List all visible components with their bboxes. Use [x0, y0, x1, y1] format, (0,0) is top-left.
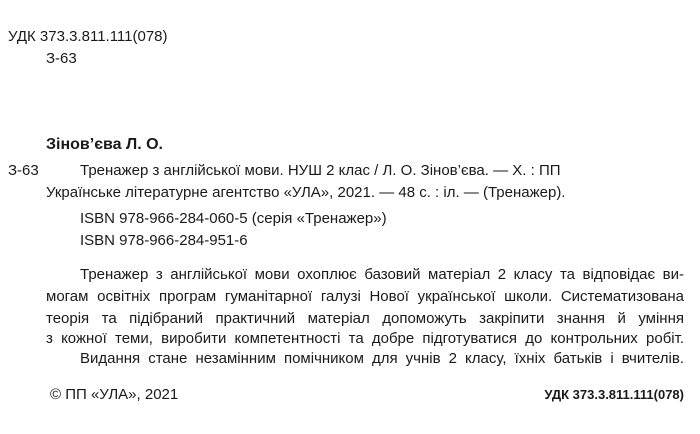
catalog-index: З-63	[8, 162, 39, 179]
copyright: © ПП «УЛА», 2021	[50, 386, 179, 403]
annotation-line: могам освітніх програм гуманітарної галузі Нової української школи. Систематизована	[46, 288, 684, 305]
isbn-series: ISBN 978-966-284-060-5 (серія «Тренажер»)	[80, 210, 387, 227]
catalog-index-header: З-63	[46, 50, 77, 67]
annotation-line: Видання стане незамінним помічником для учнів 2 класу, їхніх батьків і вчителів.	[80, 350, 684, 367]
udk-footer: УДК 373.3.811.111(078)	[544, 387, 684, 402]
annotation-line: Тренажер з англійської мови охоплює базовий матеріал 2 класу та відповідає ви-	[80, 266, 684, 283]
udk-header: УДК 373.3.811.111(078)	[8, 28, 168, 45]
annotation-line: теорія та підібраний практичний матеріал допоможуть закріпити знання й уміння	[46, 310, 684, 327]
bibliographic-title-line-2: Українське літературне агентство «УЛА», 2021. — 48 с. : іл. — (Тренажер).	[46, 184, 566, 201]
author-name: Зінов’єва Л. О.	[46, 136, 163, 153]
annotation-line: з кожної теми, виробити компетентності та добре підготуватися до контрольних робіт.	[46, 330, 684, 347]
bibliographic-title-line-1: Тренажер з англійської мови. НУШ 2 клас / Л. О. Зінов’єва. — Х. : ПП	[80, 162, 561, 179]
isbn-book: ISBN 978-966-284-951-6	[80, 232, 248, 249]
